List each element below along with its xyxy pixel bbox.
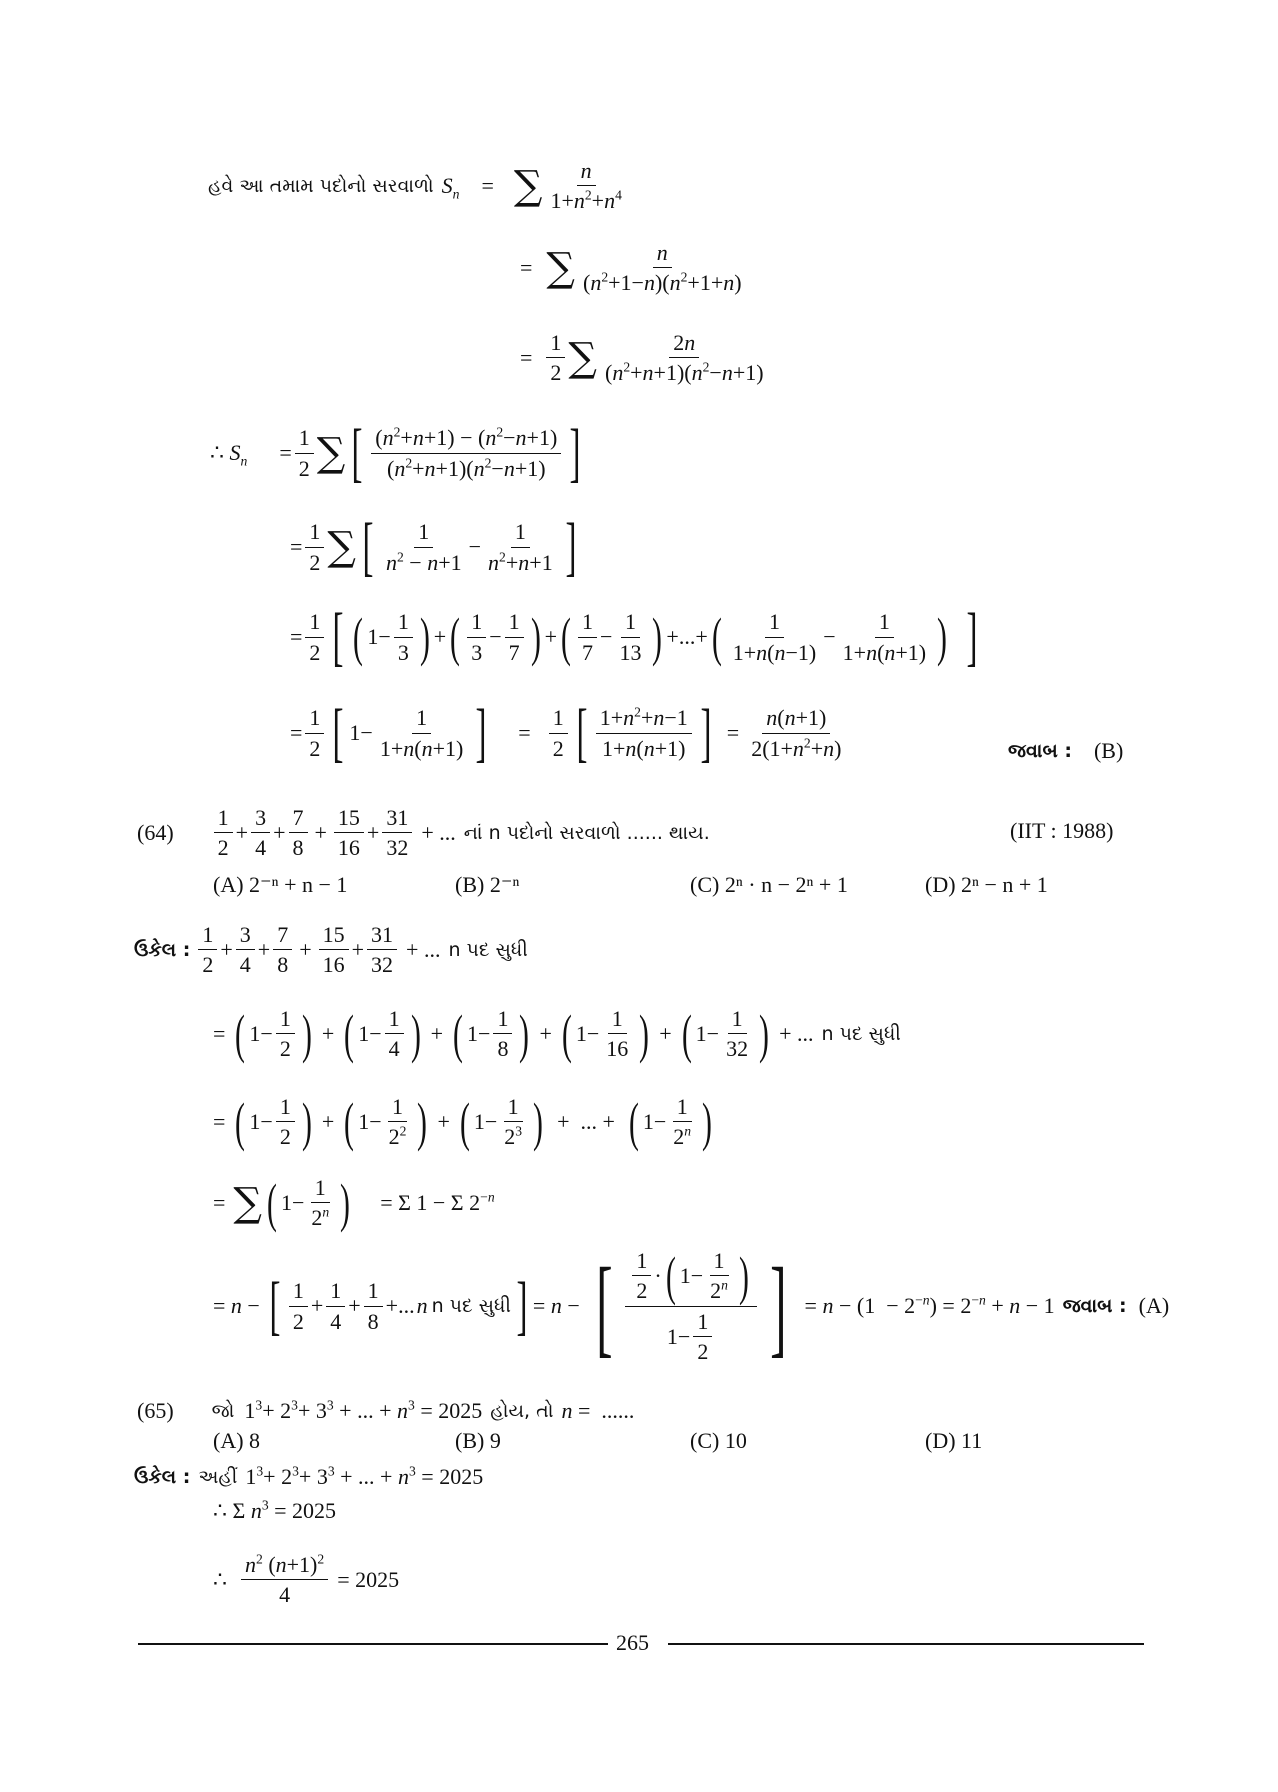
sol64-answer-label: જવાબ : [1062,1295,1127,1318]
q64-line: (64) $\frac{1}{2}$ + $\frac{3}{4}$ + $\frac{7}{8}$ + $\frac{15}{16}$ + $\frac{31}{32}$ + ... નાં n પદોનો સરવાળો ...... થાય. [137,805,710,861]
sum-line-2: = ∑ $\frac{n}{(n^2+1-n)(n^2+1+n)}$ [520,240,742,296]
q65-number: (65) [137,1398,174,1423]
sol65-line-3: ∴ $\frac{n^2 (n+1)^2}{4}$ = 2025 [213,1551,400,1608]
page-number: 265 [616,1630,649,1655]
q65-option-b: (B) 9 [455,1428,501,1453]
q64-source: (IIT : 1988) [1010,818,1114,843]
sol65-label: ઉકેલ : [134,1466,191,1488]
sol65-line-2: ∴ Σ $n^3 = 2025$ [213,1497,337,1523]
q64-option-b: (B) 2⁻ⁿ [455,872,520,897]
sol64-line-2: = ( 1− $\frac{1}{2}$ ) + ( 1− $\frac{1}{4}$ ) + ( 1− $\frac{1}{8}$ ) + ( 1− $\frac{1}{16}$ ) + ( 1− $\frac{1}{32}$ ) + ... n પદ સુધી [213,1003,901,1064]
upto-n-3: n પદ સુધી [431,1295,511,1318]
q64-option-a: (A) 2⁻ⁿ + n − 1 [213,872,348,897]
therefore-sn-line: ∴ $S_n$ = $\frac{1}{2}$ ∑ [ $\frac{(n^2+n+1) - (n^2-n+1)}{(n^2+n+1)(n^2-n+1)}$ ] [210,416,581,489]
sum-line-3: = $\frac{1}{2}$ ∑ $\frac{2n}{(n^2+n+1)(n^2-n+1)}$ [520,330,764,386]
sol64-answer-value: (A) [1138,1293,1170,1319]
sol65-line-1: ઉકેલ : અહીં $1^3+ 2^3+ 3^3$ + ... + $n^3 = 2025$ [134,1463,484,1489]
sol64-line-1: ઉકેલ : $\frac{1}{2}$ + $\frac{3}{4}$ + $\frac{7}{8}$ + $\frac{15}{16}$ + $\frac{31}{32}$ + ... n પદ સુધી [134,922,528,978]
sol64-line-3: = ( 1− $\frac{1}{2}$ ) + ( 1− $\frac{1}{2^2}$ ) + ( 1− $\frac{1}{2^3}$ ) + ... + ( 1− $\frac{1}{2^n}$ ) [213,1091,713,1152]
sol65-here: અહીં [198,1466,238,1488]
intro-text: હવે આ તમામ પદોનો સરવાળો [208,174,434,197]
sol64-line-5: = n − [ $\frac{1}{2}$ + $\frac{1}{4}$ + $\frac{1}{8}$ +... n n પદ સુધી ] = n − [ $\frac{1}{2}$ · ( 1− $\frac{1}{2^n}$ ) 1− $\frac{1}{2}$ ] = $n - (1 - 2^{-n}) = 2^{-n} + n - 1$ જવાબ : (A) [213,1245,1170,1368]
sol64-line-4: = ∑ ( 1− $\frac{1}{2^n}$ ) = Σ 1 − Σ $2^{-n}$ [213,1172,495,1233]
q65-option-c: (C) 10 [690,1428,747,1453]
q64-option-d: (D) 2ⁿ − n + 1 [925,872,1048,897]
final-line-q63: = $\frac{1}{2}$ [ 1− $\frac{1}{1+n(n+1)}$ ] = $\frac{1}{2}$ [ $\frac{1+n^2+n-1}{1+n(n+1)}$ ] = $\frac{n(n+1)}{2(1+n^2+n)}$ [290,696,842,769]
q64-number: (64) [137,819,174,845]
q65-option-d: (D) 11 [925,1428,983,1453]
upto-n-1: n પદ સુધી [448,938,528,961]
q63-answer [1008,738,1123,764]
footer-rule-left [138,1643,608,1645]
q64-option-c: (C) 2ⁿ · n − 2ⁿ + 1 [690,872,848,897]
q65-option-a: (A) 8 [213,1428,261,1453]
sol64-label: ઉકેલ : [134,938,191,961]
answer-label: જવાબ : [1008,740,1072,762]
q65-stem-suffix: હોય, તો [490,1400,554,1422]
sum-line-1: હવે આ તમામ પદોનો સરવાળો $S_n$ = ∑ $\frac{n}{1+n^2+n^4}$ [208,158,622,214]
q65-line: (65) જો $1^3+ 2^3+ 3^3$ + ... + $n^3 = 2025$ હોય, તો n = ...... [137,1397,635,1423]
telescoping-line: = $\frac{1}{2}$ [ ( 1− $\frac{1}{3}$ ) + ( $\frac{1}{3}$ − $\frac{1}{7}$ ) + ( $\frac{1}{7}$ − $\frac{1}{13}$ ) +...+ ( $\frac{1}{1+n(n-1)}$ − $\frac{1}{1+n(n+1)}$ ) ] [290,600,978,673]
footer-rule-right [668,1643,1144,1645]
q65-stem-prefix: જો [211,1400,235,1422]
q64-stem: નાં n પદોનો સરવાળો ...... થાય. [463,821,710,844]
partial-fraction-line: = $\frac{1}{2}$ ∑ [ $\frac{1}{n^2 - n+1}$ − $\frac{1}{n^2+n+1}$ ] [290,510,577,583]
answer-value: (B) [1093,738,1124,763]
upto-n-2: n પદ સુધી [821,1022,901,1045]
